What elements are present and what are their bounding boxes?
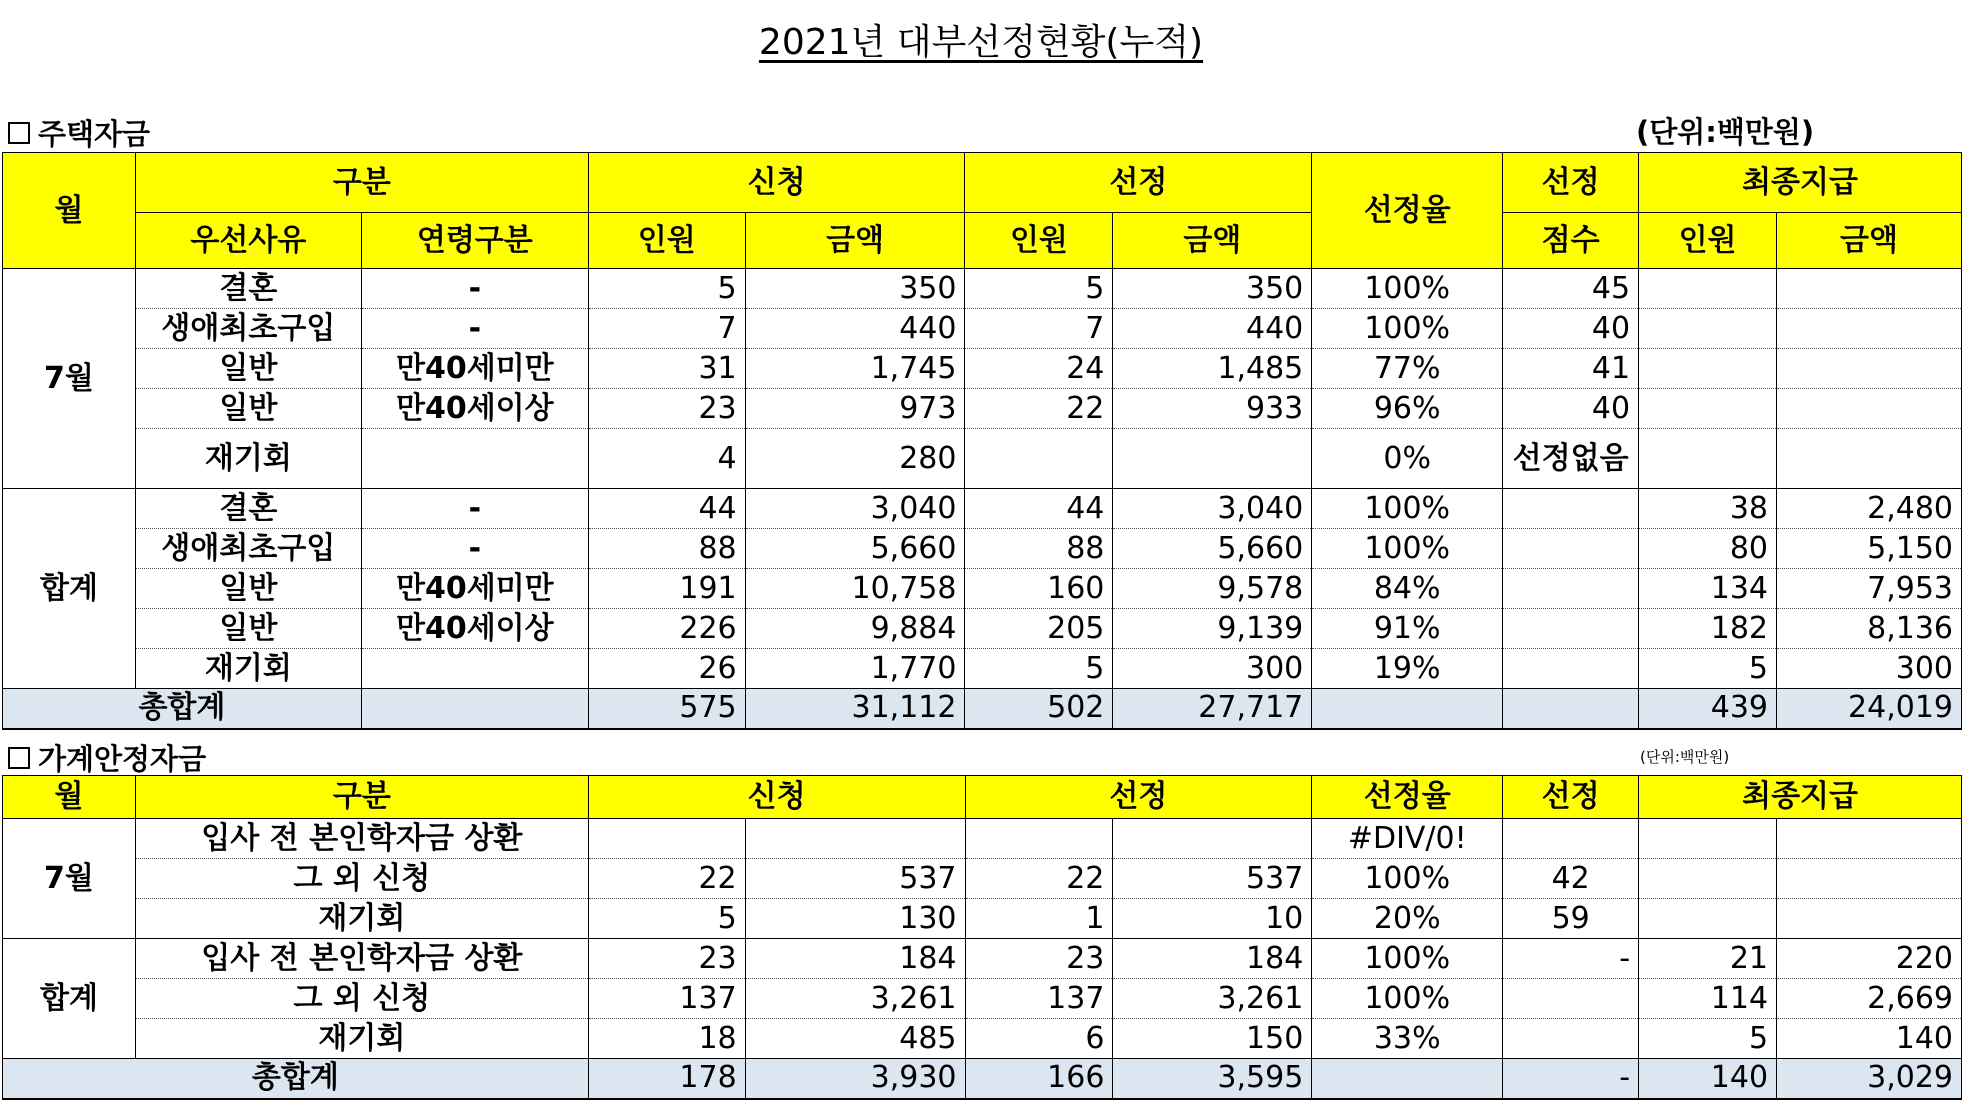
col-header-score: 선정 [1503,776,1639,819]
value-cell [1639,859,1777,899]
col-header-reason: 우선사유 [135,213,361,269]
col-header-select: 선정 [965,153,1312,213]
grand-total-label: 총합계 [3,689,362,729]
category-cell: 그 외 신청 [135,859,588,899]
value-cell: 31 [588,349,745,389]
housing-table [2,152,1962,730]
table-row [3,269,1962,309]
value-cell: 5,660 [745,529,965,569]
checkbox-square-icon [8,747,30,769]
value-cell: 166 [965,1059,1113,1099]
living-unit-label: (단위:백만원) [1640,748,1730,766]
value-cell: 9,578 [1113,569,1312,609]
category-cell: 입사 전 본인학자금 상환 [135,939,588,979]
col-header-apply: 신청 [588,153,965,213]
value-cell: 114 [1639,979,1777,1019]
value-cell: 300 [1777,649,1962,689]
value-cell: 5 [588,269,745,309]
age-cell: - [361,269,588,309]
value-cell: 6 [965,1019,1113,1059]
value-cell: 184 [745,939,965,979]
col-header-rate: 선정율 [1312,776,1503,819]
month-label: 7월 [3,269,136,489]
value-cell: 537 [1113,859,1312,899]
age-cell: - [361,309,588,349]
value-cell: 933 [1113,389,1312,429]
value-cell: 439 [1639,689,1777,729]
grand-total-row [3,1059,1962,1099]
value-cell: 182 [1639,609,1777,649]
reason-cell: 일반 [135,349,361,389]
living-section-label: 가계안정자금 [8,737,206,778]
value-cell: 38 [1639,489,1777,529]
category-cell: 입사 전 본인학자금 상환 [135,819,588,859]
value-cell [1639,349,1777,389]
value-cell: 44 [588,489,745,529]
value-cell [1639,819,1777,859]
value-cell: 134 [1639,569,1777,609]
value-cell: 7,953 [1777,569,1962,609]
value-cell: 5 [1639,649,1777,689]
score-cell [1503,569,1639,609]
value-cell: 440 [745,309,965,349]
score-cell [1503,609,1639,649]
empty-cell [1312,689,1503,729]
col-header-age: 연령구분 [361,213,588,269]
table-row [3,529,1962,569]
value-cell: 226 [588,609,745,649]
rate-cell: 19% [1312,649,1503,689]
value-cell: 23 [588,389,745,429]
value-cell [745,819,965,859]
score-cell [1503,979,1639,1019]
col-header-final: 최종지급 [1639,776,1962,819]
header-row [3,776,1962,819]
table-row [3,1019,1962,1059]
age-cell: 만40세미만 [361,349,588,389]
housing-unit-label: (단위:백만원) [1636,115,1815,149]
value-cell: 178 [588,1059,745,1099]
page-title: 2021년 대부선정현황(누적) [758,22,1204,63]
age-cell: 만40세이상 [361,389,588,429]
value-cell: 88 [965,529,1113,569]
value-cell: 3,930 [745,1059,965,1099]
rate-cell: 20% [1312,899,1503,939]
value-cell: 80 [1639,529,1777,569]
value-cell: 8,136 [1777,609,1962,649]
value-cell: 485 [745,1019,965,1059]
grand-total-row [3,689,1962,729]
value-cell [1777,349,1962,389]
score-cell: 45 [1503,269,1639,309]
empty-cell [361,689,588,729]
score-cell: - [1503,1059,1639,1099]
value-cell [1639,899,1777,939]
reason-cell: 재기회 [135,429,361,489]
table-row [3,979,1962,1019]
reason-cell: 생애최초구입 [135,309,361,349]
col-header-people: 인원 [588,213,745,269]
rate-cell: 96% [1312,389,1503,429]
value-cell: 23 [588,939,745,979]
value-cell: 3,595 [1113,1059,1312,1099]
value-cell: 5 [965,269,1113,309]
rate-cell: 84% [1312,569,1503,609]
age-cell: 만40세미만 [361,569,588,609]
value-cell: 9,884 [745,609,965,649]
value-cell [1777,819,1962,859]
empty-cell [1312,1059,1503,1099]
value-cell [1777,269,1962,309]
value-cell [1777,859,1962,899]
value-cell: 7 [965,309,1113,349]
value-cell: 26 [588,649,745,689]
value-cell [588,819,745,859]
value-cell [1777,899,1962,939]
header-row [3,213,1962,269]
month-label: 합계 [3,939,136,1059]
col-header-rate: 선정율 [1312,153,1503,269]
col-header-people: 인원 [965,213,1113,269]
value-cell [1639,309,1777,349]
reason-cell: 재기회 [135,649,361,689]
score-cell [1503,1019,1639,1059]
value-cell: 3,029 [1777,1059,1962,1099]
rate-cell: #DIV/0! [1312,819,1503,859]
value-cell [965,429,1113,489]
value-cell: 350 [745,269,965,309]
value-cell: 10,758 [745,569,965,609]
rate-cell: 100% [1312,979,1503,1019]
table-row [3,309,1962,349]
table-row [3,899,1962,939]
value-cell: 44 [965,489,1113,529]
rate-cell: 91% [1312,609,1503,649]
value-cell: 2,480 [1777,489,1962,529]
value-cell: 22 [965,859,1113,899]
col-header-select: 선정 [965,776,1312,819]
value-cell [1777,429,1962,489]
value-cell: 4 [588,429,745,489]
value-cell: 3,261 [745,979,965,1019]
rate-cell: 100% [1312,859,1503,899]
value-cell: 31,112 [745,689,965,729]
category-cell: 재기회 [135,1019,588,1059]
table-row [3,349,1962,389]
value-cell: 973 [745,389,965,429]
value-cell: 3,040 [745,489,965,529]
value-cell: 140 [1777,1019,1962,1059]
value-cell: 220 [1777,939,1962,979]
value-cell: 350 [1113,269,1312,309]
checkbox-square-icon [8,122,30,144]
month-label: 합계 [3,489,136,689]
value-cell: 150 [1113,1019,1312,1059]
value-cell: 21 [1639,939,1777,979]
age-cell: 만40세이상 [361,609,588,649]
score-cell [1503,529,1639,569]
value-cell: 22 [588,859,745,899]
rate-cell: 100% [1312,939,1503,979]
value-cell: 502 [965,689,1113,729]
value-cell: 130 [745,899,965,939]
reason-cell: 결혼 [135,489,361,529]
value-cell [1777,309,1962,349]
value-cell: 3,040 [1113,489,1312,529]
col-header-score: 점수 [1503,213,1639,269]
value-cell: 300 [1113,649,1312,689]
value-cell: 1,485 [1113,349,1312,389]
value-cell: 10 [1113,899,1312,939]
table-row [3,489,1962,529]
col-header-score: 선정 [1503,153,1639,213]
score-cell: 40 [1503,389,1639,429]
col-header-category: 구분 [135,153,588,213]
reason-cell: 생애최초구입 [135,529,361,569]
rate-cell: 77% [1312,349,1503,389]
reason-cell: 결혼 [135,269,361,309]
age-cell: - [361,489,588,529]
header-row [3,153,1962,213]
score-cell: 59 [1503,899,1639,939]
value-cell: 24,019 [1777,689,1962,729]
value-cell: 140 [1639,1059,1777,1099]
table-row [3,609,1962,649]
value-cell: 1 [965,899,1113,939]
value-cell: 22 [965,389,1113,429]
value-cell: 5 [1639,1019,1777,1059]
reason-cell: 일반 [135,389,361,429]
score-cell: - [1503,939,1639,979]
score-cell: 선정없음 [1503,429,1639,489]
rate-cell: 100% [1312,529,1503,569]
value-cell: 5,150 [1777,529,1962,569]
value-cell [1113,429,1312,489]
table-row [3,649,1962,689]
value-cell: 137 [588,979,745,1019]
table-row [3,389,1962,429]
col-header-people: 인원 [1639,213,1777,269]
rate-cell: 100% [1312,489,1503,529]
value-cell: 7 [588,309,745,349]
col-header-month: 월 [3,153,136,269]
grand-total-label: 총합계 [3,1059,589,1099]
table-row [3,859,1962,899]
reason-cell: 일반 [135,569,361,609]
rate-cell: 100% [1312,269,1503,309]
value-cell: 184 [1113,939,1312,979]
col-header-category: 구분 [135,776,588,819]
score-cell [1503,649,1639,689]
value-cell: 1,770 [745,649,965,689]
living-table [2,775,1962,1100]
rate-cell: 100% [1312,309,1503,349]
col-header-month: 월 [3,776,136,819]
score-cell: 42 [1503,859,1639,899]
value-cell: 5 [588,899,745,939]
value-cell [1639,269,1777,309]
score-cell [1503,489,1639,529]
value-cell: 5,660 [1113,529,1312,569]
category-cell: 그 외 신청 [135,979,588,1019]
value-cell: 537 [745,859,965,899]
value-cell [1639,389,1777,429]
value-cell: 24 [965,349,1113,389]
month-label: 7월 [3,819,136,939]
value-cell [1777,389,1962,429]
value-cell: 205 [965,609,1113,649]
score-cell: 41 [1503,349,1639,389]
col-header-amount: 금액 [745,213,965,269]
value-cell: 137 [965,979,1113,1019]
value-cell: 160 [965,569,1113,609]
age-cell [361,649,588,689]
value-cell: 3,261 [1113,979,1312,1019]
empty-cell [1503,689,1639,729]
value-cell: 440 [1113,309,1312,349]
age-cell: - [361,529,588,569]
value-cell [1113,819,1312,859]
value-cell: 280 [745,429,965,489]
col-header-amount: 금액 [1113,213,1312,269]
value-cell [965,819,1113,859]
col-header-apply: 신청 [588,776,965,819]
table-row [3,429,1962,489]
reason-cell: 일반 [135,609,361,649]
rate-cell: 0% [1312,429,1503,489]
value-cell: 18 [588,1019,745,1059]
value-cell: 9,139 [1113,609,1312,649]
value-cell [1639,429,1777,489]
score-cell [1503,819,1639,859]
table-row [3,939,1962,979]
category-cell: 재기회 [135,899,588,939]
rate-cell: 33% [1312,1019,1503,1059]
value-cell: 5 [965,649,1113,689]
value-cell: 575 [588,689,745,729]
table-row [3,569,1962,609]
housing-section-label: 주택자금 [8,112,150,153]
table-row [3,819,1962,859]
score-cell: 40 [1503,309,1639,349]
value-cell: 191 [588,569,745,609]
col-header-amount: 금액 [1777,213,1962,269]
value-cell: 27,717 [1113,689,1312,729]
value-cell: 88 [588,529,745,569]
value-cell: 1,745 [745,349,965,389]
value-cell: 2,669 [1777,979,1962,1019]
value-cell: 23 [965,939,1113,979]
age-cell [361,429,588,489]
col-header-final: 최종지급 [1639,153,1962,213]
